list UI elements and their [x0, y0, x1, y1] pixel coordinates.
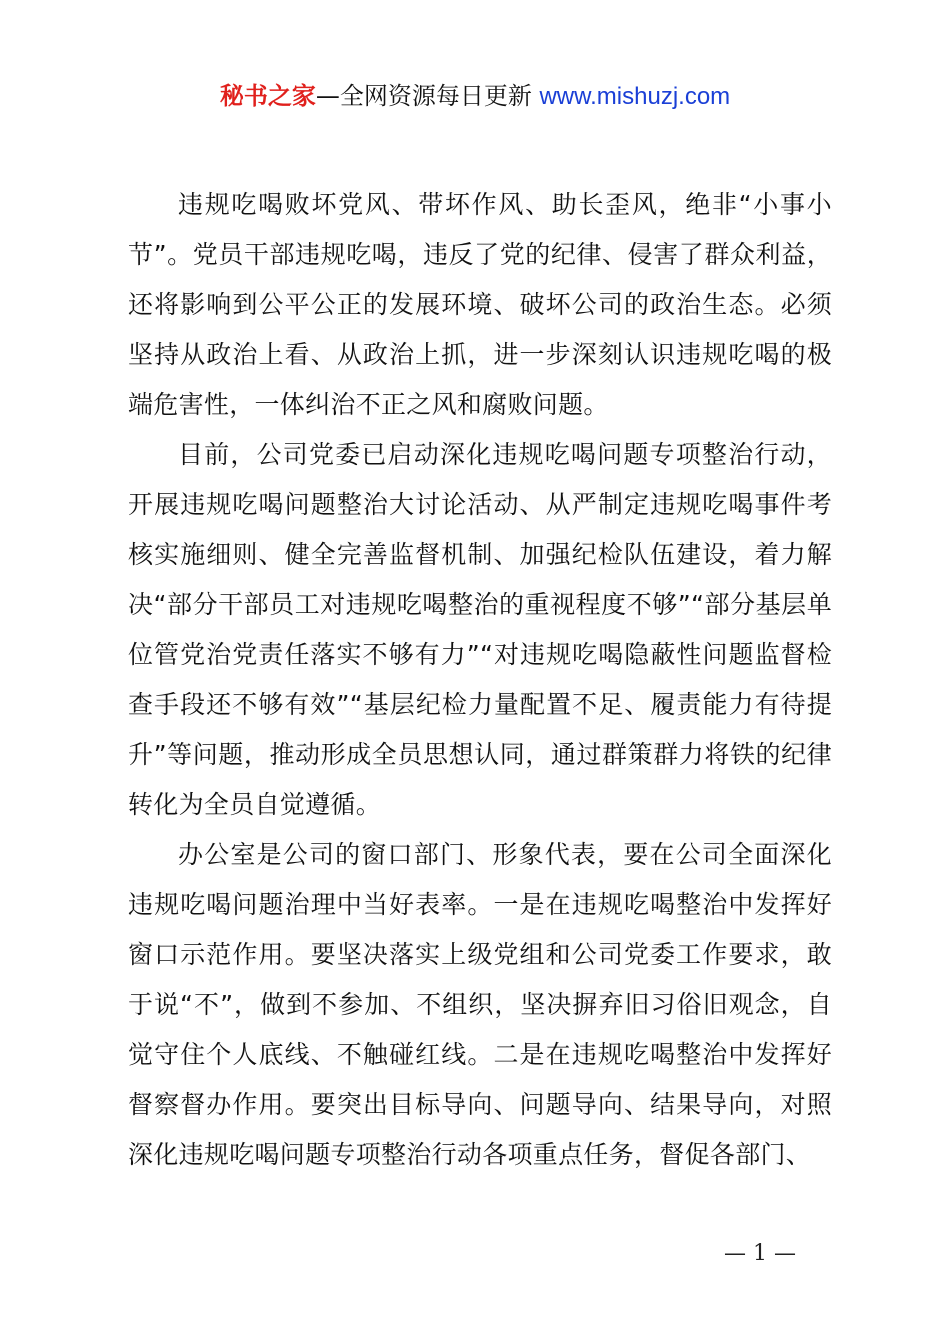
page-number: — 1 —	[724, 1241, 796, 1266]
header-tagline: —全网资源每日更新	[315, 82, 540, 110]
paragraph-1: 违规吃喝败坏党风、带坏作风、助长歪风，绝非“小事小节”。党员干部违规吃喝，违反了党的纪律、侵害了群众利益，还将影响到公平公正的发展环境、破坏公司的政治生态。必须坚持从政治上看、从政治上抓，进一步深刻认识违规吃喝的极端危害性，一体纠治不正之风和腐败问题。	[128, 190, 832, 419]
site-header	[0, 78, 950, 115]
paragraph-3: 办公室是公司的窗口部门、形象代表，要在公司全面深化违规吃喝问题治理中当好表率。一是在违规吃喝整治中发挥好窗口示范作用。要坚决落实上级党组和公司党委工作要求，敢于说“不”，做到不参加、不组织，坚决摒弃旧习俗旧观念，自觉守住个人底线、不触碰红线。二是在违规吃喝整治中发挥好督察督办作用。要突出目标导向、问题导向、结果导向，对照深化违规吃喝问题专项整治行动各项重点任务，督促各部门、	[128, 840, 832, 1169]
paragraph-2: 目前，公司党委已启动深化违规吃喝问题专项整治行动，开展违规吃喝问题整治大讨论活动、从严制定违规吃喝事件考核实施细则、健全完善监督机制、加强纪检队伍建设，着力解决“部分干部员工对违规吃喝整治的重视程度不够”“部分基层单位管党治党责任落实不够有力”“对违规吃喝隐蔽性问题监督检查手段还不够有效”“基层纪检力量配置不足、履责能力有待提升”等问题，推动形成全员思想认同，通过群策群力将铁的纪律转化为全员自觉遵循。	[128, 440, 832, 819]
document-body	[128, 180, 832, 1180]
site-url-link[interactable]: www.mishuzj.com	[539, 83, 731, 110]
brand-name: 秘书之家	[219, 82, 316, 110]
